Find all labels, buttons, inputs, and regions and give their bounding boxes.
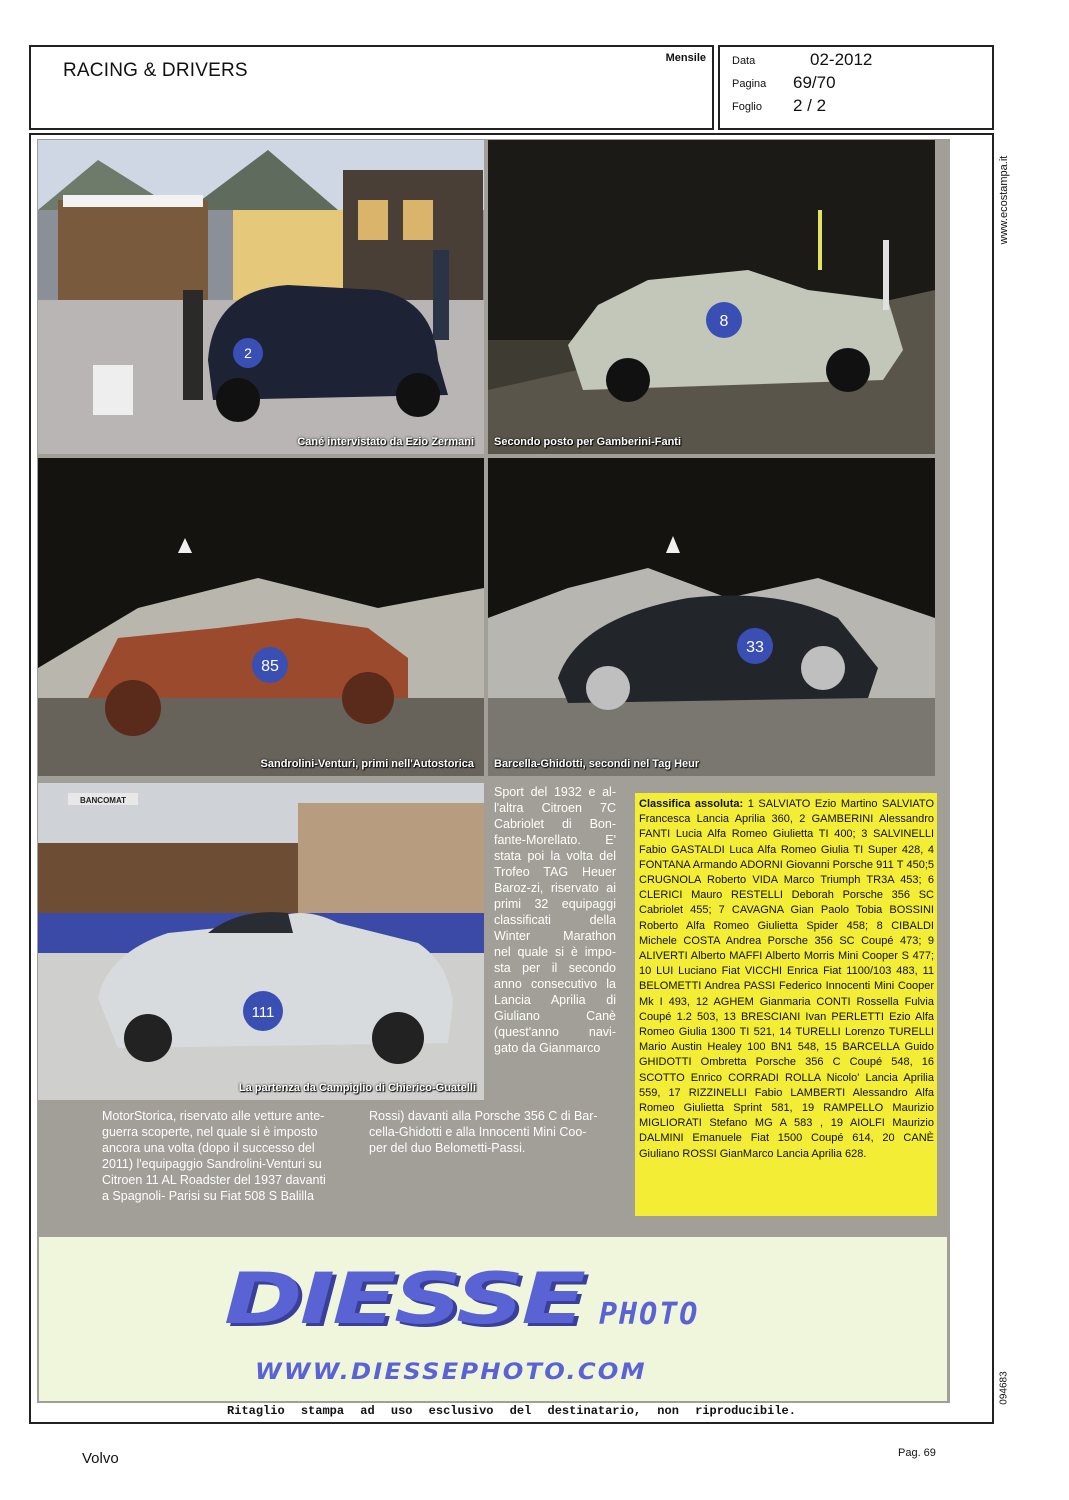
photo-cane-interview — [38, 140, 484, 454]
ad-logo — [224, 1258, 584, 1340]
footer-page: Pag. 69 — [898, 1447, 936, 1459]
article-line: MotorStorica, riservato alle vetture ante- — [102, 1109, 325, 1123]
article-line: nel quale si è impo- — [494, 945, 616, 959]
bancomat-sign: BANCOMAT — [79, 796, 127, 805]
article-line: gato da Gianmarco — [494, 1041, 601, 1055]
article-line: 2011) l'equipaggio Sandrolini-Venturi su — [102, 1157, 322, 1171]
photo-2-image — [488, 140, 935, 454]
car-number-85: 85 — [261, 658, 279, 675]
photo-4-image — [488, 458, 935, 776]
article-line: Sport del 1932 e al- — [494, 785, 616, 799]
article-line: Winter Marathon — [494, 929, 616, 943]
publication-name: RACING & DRIVERS — [63, 60, 248, 81]
classifica-box — [635, 793, 937, 1216]
photo-5-image — [38, 783, 484, 1100]
header-meta-box — [718, 45, 994, 130]
caption-photo-3: Sandrolini-Venturi, primi nell'Autostorica — [260, 758, 474, 770]
article-line: Citroen 11 AL Roadster del 1937 davanti — [102, 1173, 326, 1187]
article-line: stata poi la volta del — [494, 849, 616, 863]
article-column-bottom-right — [369, 1108, 617, 1156]
photo-partenza-campiglio — [38, 783, 484, 1100]
foglio-value: 2 / 2 — [793, 96, 827, 115]
article-line: anno consecutivo la — [494, 977, 616, 991]
data-value: 02-2012 — [810, 50, 873, 69]
article-column-middle — [494, 784, 616, 1056]
article-line: per del duo Belometti-Passi. — [369, 1141, 526, 1155]
caption-photo-5: La partenza da Campiglio di Chierico-Guatelli — [238, 1082, 476, 1094]
article-line: Baroz-zi, riservato ai — [494, 881, 616, 895]
side-url: www.ecostampa.it — [998, 155, 1010, 245]
article-line: fante-Morellato. E' — [494, 833, 616, 847]
article-line: guerra scoperte, nel quale si è imposto — [102, 1125, 318, 1139]
article-line: l'altra Citroen 7C — [494, 801, 616, 815]
article-line: Rossi) davanti alla Porsche 356 C di Bar- — [369, 1109, 598, 1123]
car-number-8: 8 — [719, 313, 729, 330]
article-line: (quest'anno navi- — [494, 1025, 616, 1039]
car-number-33: 33 — [746, 639, 764, 656]
ad-logo-diesse: DIESSE — [224, 1258, 584, 1340]
classifica-title: Classifica assoluta: — [639, 798, 744, 810]
frequency-label: Mensile — [665, 52, 706, 64]
article-line: ancora una volta (dopo il successo del — [102, 1141, 315, 1155]
article-line: primi 32 equipaggi — [494, 897, 616, 911]
photo-1-image — [38, 140, 484, 454]
photo-gamberini-fanti — [488, 140, 935, 454]
diessephoto-ad — [39, 1237, 947, 1401]
article-line: sta per il secondo — [494, 961, 616, 975]
header-publication-box — [29, 45, 714, 130]
photo-sandrolini-venturi — [38, 458, 484, 776]
article-line: Cabriolet di Bon- — [494, 817, 616, 831]
data-label: Data — [732, 55, 756, 67]
article-line: Giuliano Canè — [494, 1009, 616, 1023]
side-code: 094683 — [998, 1371, 1010, 1405]
article-line: cella-Ghidotti e alla Innocenti Mini Coo- — [369, 1125, 587, 1139]
classifica-text: 1 SALVIATO Ezio Martino SALVIATO Francesca Lancia Aprilia 360, 2 GAMBERINI Alessandro FANTI Lucia Alfa Romeo Giulietta TI 400; 3 SALVINELLI Fabio GASTALDI Luca Alfa Romeo Giulia TI Super 428, 4 FONTANA Armando ADORNI Giovanni Porsche 911 T 450;5 CRUGNOLA Roberto VIDA Marco Triumph TR3A 453; 6 CLERICI Mauro RESTELLI Deborah Porsche 356 SC Cabriolet 455; 7 CAVAGNA Gian Paolo Tobia BOSSINI Roberto Alfa Romeo Giulietta Spider 458; 8 CIBALDI Michele COSTA Andrea Porsche 356 SC Coupé 473; 9 ALIVERTI Alberto MAFFI Alberto Morris Mini Cooper S 477; 10 LUI Luciano Fiat VICCHI Enrica Fiat 1100/103 483, 11 BELOMETTI Andrea PASSI Federico Innocenti Mini Cooper Mk I 493, 12 AGHEM Gianmaria CONTI Rossella Fulvia Coupé 1.2 503, 13 BRESCIANI Ivan PERLETTI Ezio Alfa Romeo Giulia 1300 TI 521, 14 TURELLI Lorenzo TURELLI Mario Austin Healey 100 BN1 548, 15 BARCELLA Guido GHIDOTTI Ombretta Porsche 356 C Coupé 548, 16 SCOTTO Enrico CORRADI ROLLA Nicolo' Lancia Aprilia 559, 17 RIZZINELLI Fabio LAMBERTI Alessandro Alfa Romeo Giulietta Sprint 581, 19 RAMPELLO Maurizio MIGLIORATI Stefano MG A 583 , 19 AIOLFI Maurizio DALMINI Emanuele Fiat 1500 Coupé 614, 20 CANÈ Giuliano ROSSI GianMarco Lancia Aprilia 628. — [639, 798, 935, 1160]
article-line: classificati della — [494, 913, 616, 927]
photo-barcella-ghidotti — [488, 458, 935, 776]
article-line: Trofeo TAG Heuer — [494, 865, 616, 879]
article-column-bottom-left — [102, 1108, 354, 1204]
pagina-label: Pagina — [732, 78, 767, 90]
pagina-value: 69/70 — [793, 73, 836, 92]
car-number-111: 111 — [251, 1004, 275, 1021]
caption-photo-2: Secondo posto per Gamberini-Fanti — [494, 436, 682, 448]
footer-brand: Volvo — [82, 1450, 119, 1467]
ad-url: WWW.DIESSEPHOTO.COM — [255, 1360, 647, 1385]
article-line: a Spagnoli- Parisi su Fiat 508 S Balilla — [102, 1189, 314, 1203]
ad-logo-photo: PHOTO — [599, 1297, 700, 1332]
caption-photo-1: Cané intervistato da Ezio Zermani — [297, 436, 474, 448]
caption-photo-4: Barcella-Ghidotti, secondi nel Tag Heur — [494, 758, 700, 770]
disclaimer: Ritaglio stampa ad uso esclusivo del destinatario, non riproducibile. — [227, 1404, 796, 1418]
article-line: Lancia Aprilia di — [494, 993, 616, 1007]
photo-3-image — [38, 458, 484, 776]
car-number-2: 2 — [244, 345, 252, 361]
foglio-label: Foglio — [732, 101, 762, 113]
